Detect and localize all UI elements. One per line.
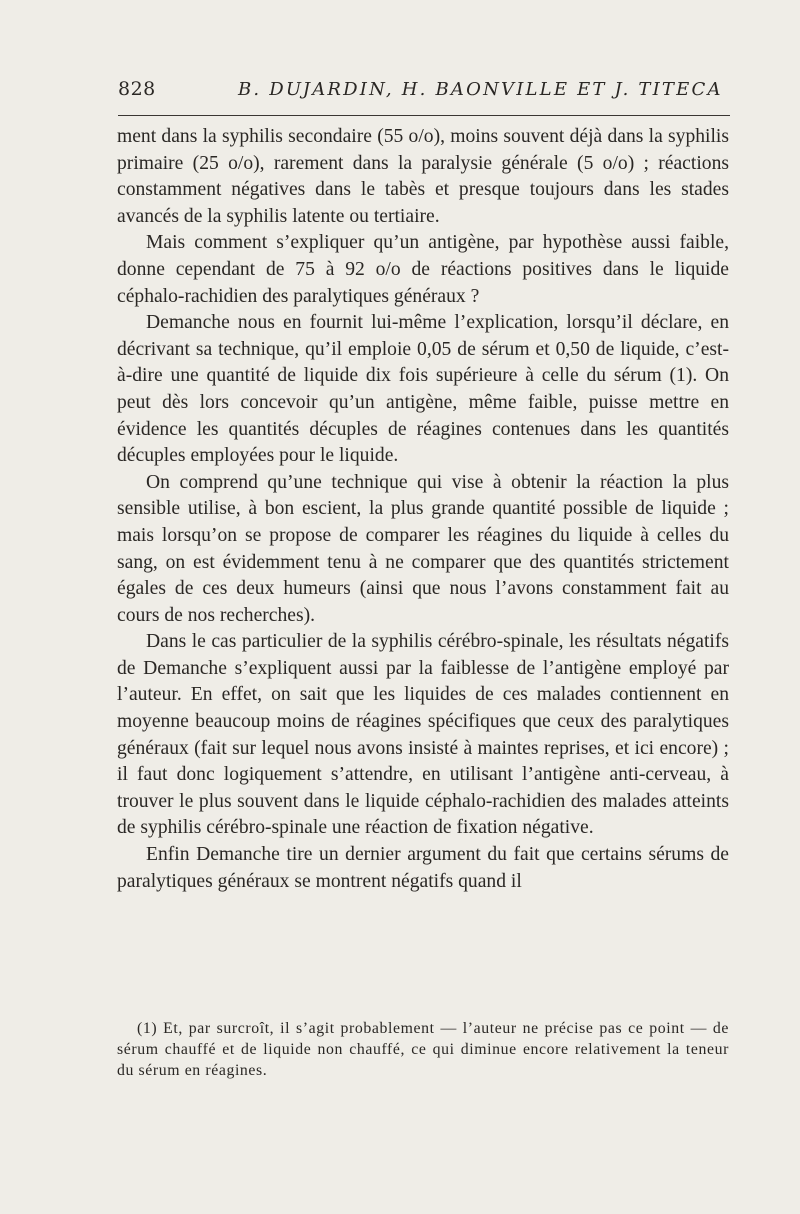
running-head: B. DUJARDIN, H. BAONVILLE ET J. TITECA xyxy=(238,79,723,100)
paragraph-4: On comprend qu’une technique qui vise à obtenir la réaction la plus sensible utilise, à bon escient, la plus grande quantité possible de liquide ; mais lorsqu’on se propose de comparer les réagines du liquide à celles du sang, on est évidemment tenu à ne comparer que des quantités strictement égales de ces deux humeurs (ainsi que nous l’avons constamment fait au cours de nos recherches). xyxy=(117,471,729,626)
footnote xyxy=(117,1018,729,1081)
body-text xyxy=(117,124,729,895)
paragraph-6: Enfin Demanche tire un dernier argument du fait que certains sérums de paralytiques généraux se montrent négatifs quand il xyxy=(117,844,729,892)
paragraph-1: ment dans la syphilis secondaire (55 o/o), moins souvent déjà dans la syphilis primaire (25 o/o), rarement dans la paralysie générale (5 o/o) ; réactions constamment négatives dans le tabès et presque toujours dans les stades avancés de la syphilis latente ou tertiaire. xyxy=(117,126,729,227)
header-rule xyxy=(118,115,730,116)
paragraph-5: Dans le cas particulier de la syphilis cérébro-spinale, les résultats négatifs de Demanche s’expliquent aussi par la faiblesse de l’antigène employé par l’auteur. En effet, on sait que les liquides de ces malades contiennent en moyenne beaucoup moins de réagines spécifiques que ceux des paralytiques généraux (fait sur lequel nous avons insisté à maintes reprises, et ici encore) ; il faut donc logiquement s’attendre, en utilisant l’antigène anti-cerveau, à trouver le plus souvent dans le liquide céphalo-rachidien des malades atteints de syphilis cérébro-spinale une réaction de fixation négative. xyxy=(117,631,729,839)
page-header xyxy=(118,78,730,104)
footnote-text: (1) Et, par surcroît, il s’agit probablement — l’auteur ne précise pas ce point — de sérum chauffé et de liquide non chauffé, ce qui diminue encore relativement la teneur du sérum en réagines. xyxy=(117,1020,729,1079)
paragraph-2: Mais comment s’expliquer qu’un antigène, par hypothèse aussi faible, donne cependant de 75 à 92 o/o de réactions positives dans le liquide céphalo-rachidien des paralytiques généraux ? xyxy=(117,232,729,307)
page-number: 828 xyxy=(118,78,156,100)
paragraph-3: Demanche nous en fournit lui-même l’explication, lorsqu’il déclare, en décrivant sa technique, qu’il emploie 0,05 de sérum et 0,50 de liquide, c’est-à-dire une quantité de liquide dix fois supérieure à celle du sérum (1). On peut dès lors concevoir qu’un antigène, même faible, puisse mettre en évidence les quantités décuples de réagines contenues dans les quantités décuples employées pour le liquide. xyxy=(117,312,729,467)
